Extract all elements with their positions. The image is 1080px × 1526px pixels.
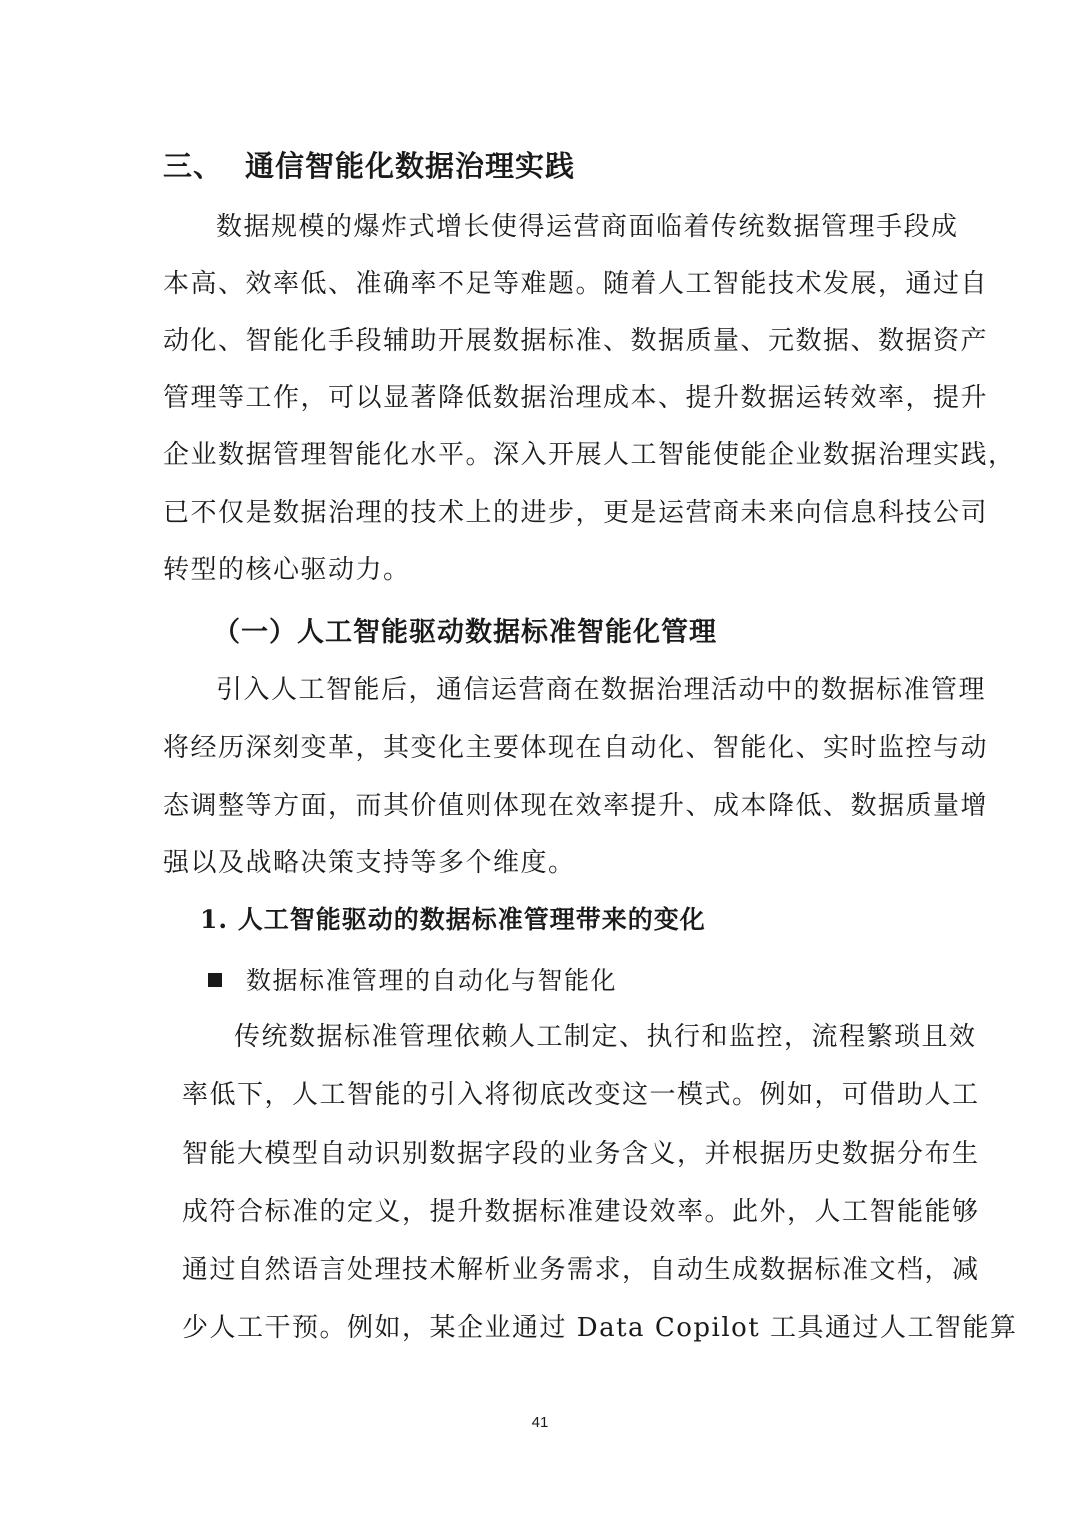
subsection-line: 引入人工智能后，通信运营商在数据治理活动中的数据标准管理 — [216, 675, 987, 705]
section-number: 三、 — [163, 149, 224, 183]
subsection-line: 将经历深刻变革，其变化主要体现在自动化、智能化、实时监控与动 — [163, 733, 989, 763]
subsection-line: 强以及战略决策支持等多个维度。 — [163, 848, 576, 878]
item-heading: 1. 人工智能驱动的数据标准管理带来的变化 — [200, 905, 706, 934]
section-title: 通信智能化数据治理实践 — [245, 149, 576, 183]
bullet-paragraph-line: 智能大模型自动识别数据字段的业务含义，并根据历史数据分布生 — [182, 1139, 980, 1169]
intro-line: 企业数据管理智能化水平。深入开展人工智能使能企业数据治理实践， — [163, 440, 1016, 470]
filled-square-icon — [208, 973, 222, 987]
page-number: 41 — [531, 1414, 549, 1431]
bullet-item — [208, 963, 617, 999]
subsection-line: 态调整等方面，而其价值则体现在效率提升、成本降低、数据质量增 — [163, 791, 989, 821]
intro-line: 本高、效率低、准确率不足等难题。随着人工智能技术发展，通过自 — [163, 269, 989, 299]
bullet-paragraph-line: 传统数据标准管理依赖人工制定、执行和监控，流程繁琐且效 — [234, 1022, 977, 1052]
bullet-paragraph-line: 率低下，人工智能的引入将彻底改变这一模式。例如，可借助人工 — [182, 1080, 980, 1110]
bullet-text: 数据标准管理的自动化与智能化 — [246, 966, 618, 995]
subsection-heading: （一）人工智能驱动数据标准智能化管理 — [213, 617, 717, 648]
section-heading — [163, 146, 575, 186]
bullet-paragraph-line: 少人工干预。例如，某企业通过 Data Copilot 工具通过人工智能算 — [182, 1313, 1018, 1343]
intro-line: 转型的核心驱动力。 — [163, 555, 411, 585]
intro-line: 数据规模的爆炸式增长使得运营商面临着传统数据管理手段成 — [216, 212, 959, 242]
bullet-paragraph-line: 成符合标准的定义，提升数据标准建设效率。此外，人工智能能够 — [182, 1197, 980, 1227]
intro-line: 已不仅是数据治理的技术上的进步，更是运营商未来向信息科技公司 — [163, 498, 989, 528]
intro-line: 管理等工作，可以显著降低数据治理成本、提升数据运转效率，提升 — [163, 383, 989, 413]
bullet-paragraph-line: 通过自然语言处理技术解析业务需求，自动生成数据标准文档，减 — [182, 1255, 980, 1285]
intro-line: 动化、智能化手段辅助开展数据标准、数据质量、元数据、数据资产 — [163, 326, 989, 356]
